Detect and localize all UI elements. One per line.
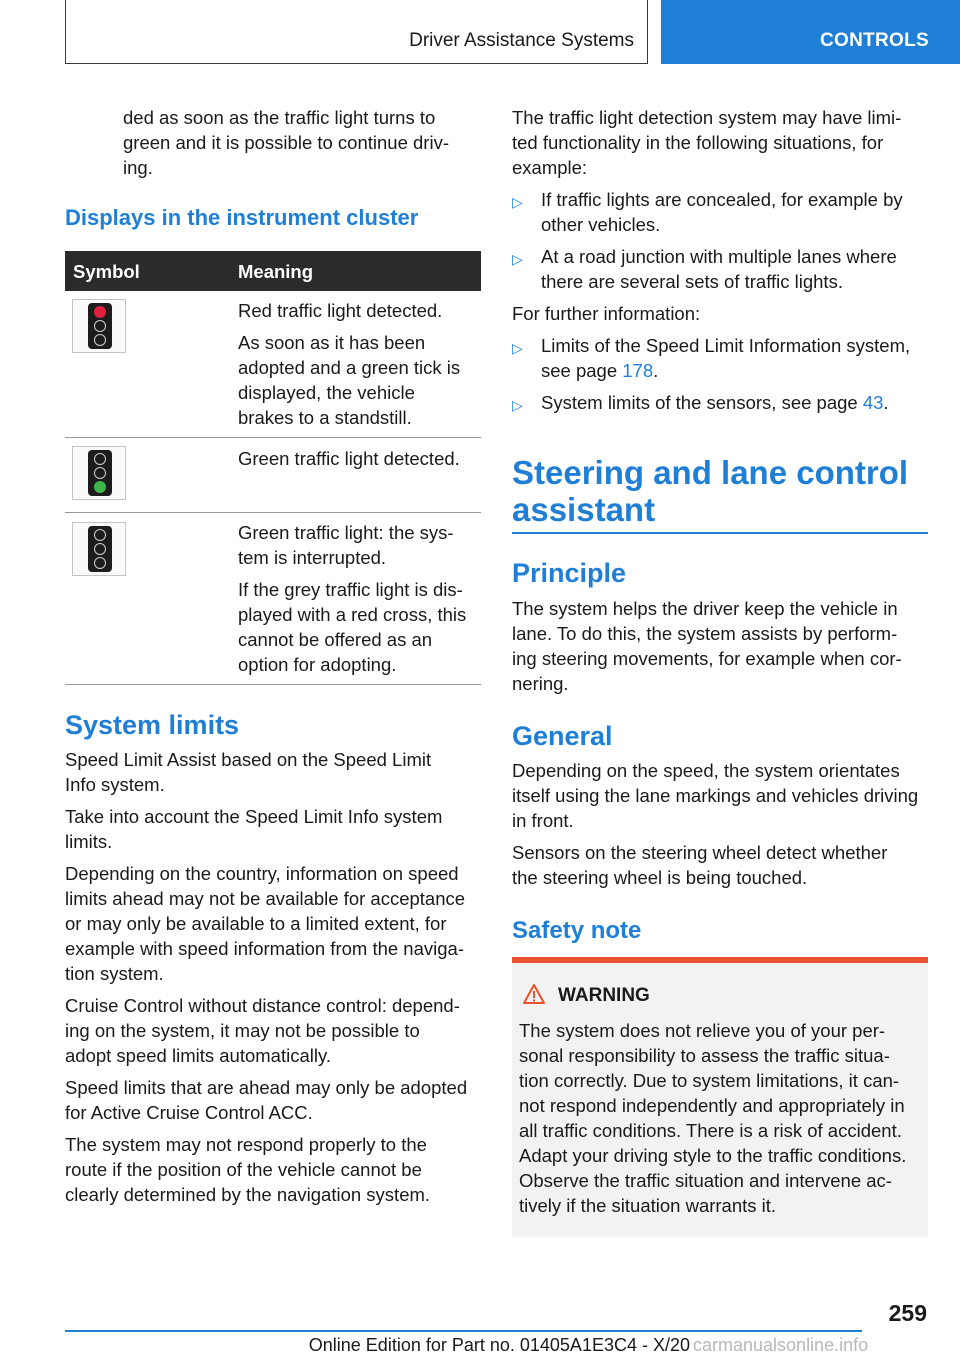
text-line: Speed limits that are ahead may only be adopted [65,1077,468,1098]
table-cell-text: Red traffic light detected. [238,300,443,321]
table-cell-text: Green traffic light: the sys- [238,522,454,543]
section-header-tab [65,0,648,64]
general-heading: General [512,721,613,751]
triangle-bullet-icon: ▷ [512,340,523,356]
text-line: sonal responsibility to assess the traffic situa- [519,1045,890,1066]
main-section-heading [512,454,932,528]
text-line: Depending on the country, information on speed [65,863,459,884]
text-line: Cruise Control without distance control: depend- [65,995,460,1016]
text-line: route if the position of the vehicle cannot be [65,1159,422,1180]
table-row-red [238,298,478,430]
table-cell-text: cannot be offered as an [238,629,433,650]
chapter-header-tab [661,0,960,64]
principle-heading: Principle [512,558,627,588]
section-title: Driver Assistance Systems [409,30,634,51]
text-line: clearly determined by the navigation system. [65,1184,431,1205]
text-line: ing steering movements, for example when cor- [512,648,902,669]
text-line: nering. [512,673,569,694]
text-line: The system may not respond properly to the [65,1134,427,1155]
table-cell-text: displayed, the vehicle [238,382,415,403]
text-line: itself using the lane markings and vehicles driving [512,785,919,806]
table-cell-text: played with a red cross, this [238,604,467,625]
text-line: lane. To do this, the system assists by perform- [512,623,898,644]
text-line: ing. [123,157,153,178]
warning-triangle-icon [522,983,546,1005]
list-item [512,187,932,247]
left-intro-paragraph [123,105,483,180]
text-line: ded as soon as the traffic light turns to [123,107,436,128]
safety-note-heading: Safety note [512,917,642,944]
text-line: not respond independently and appropriately in [519,1095,905,1116]
text-line: green and it is possible to continue driv- [123,132,449,153]
text-line: the steering wheel is being touched. [512,867,808,888]
traffic-light-green-icon [72,446,126,500]
list-item [512,244,932,304]
heading-rule [512,532,928,534]
text-line: Depending on the speed, the system orientates [512,760,900,781]
edition-text: Online Edition for Part no. 01405A1E3C4 - X/20 [308,1335,690,1355]
text-line: Speed Limit Assist based on the Speed Limit [65,749,432,770]
table-header-symbol: Symbol [73,261,140,282]
text-line: At a road junction with multiple lanes where [541,246,897,267]
text-line: or may only be available to a limited extent, for [65,913,447,934]
page-link-178[interactable]: 178 [622,360,654,381]
table-row-grey [238,520,478,677]
system-limits-heading: System limits [65,710,240,740]
punctuation: . [653,360,659,381]
right-intro-paragraph [512,105,932,180]
text-line: The system helps the driver keep the vehicle in [512,598,898,619]
table-cell-text: Green traffic light detected. [238,448,460,469]
principle-body [512,596,932,696]
text-line: The system does not relieve you of your per- [519,1020,886,1041]
text-line: tion correctly. Due to system limitations, it can- [519,1070,900,1091]
table-cell-text: option for adopting. [238,654,397,675]
text-line: Sensors on the steering wheel detect whether [512,842,888,863]
warning-bar [512,957,928,963]
text-line: tively if the situation warrants it. [519,1195,777,1216]
system-limits-body [65,747,485,1207]
text-line: there are several sets of traffic lights. [541,271,843,292]
text-line: ted functionality in the following situations, for [512,132,884,153]
warning-label: WARNING [558,985,650,1006]
table-cell-text: If the grey traffic light is dis- [238,579,463,600]
triangle-bullet-icon: ▷ [512,194,523,210]
text-line: ing on the system, it may not be possible to [65,1020,420,1041]
watermark: carmanualsonline.info [693,1335,869,1355]
text-line: If traffic lights are concealed, for example by [541,189,903,210]
further-info-label: For further information: [512,303,701,324]
page-link-43[interactable]: 43 [862,392,884,413]
table-cell-text: adopted and a green tick is [238,357,461,378]
text-line: all traffic conditions. There is a risk of accident. [519,1120,902,1141]
text-line: example: [512,157,588,178]
text-line: limits. [65,831,113,852]
table-cell-text: tem is interrupted. [238,547,387,568]
text-line: for Active Cruise Control ACC. [65,1102,313,1123]
text-line: System limits of the sensors, see page [541,392,863,413]
table-header-meaning: Meaning [238,261,314,282]
page-number: 259 [888,1300,927,1326]
table-row-divider [65,684,481,685]
list-item [512,390,932,420]
text-line: Info system. [65,774,165,795]
triangle-bullet-icon: ▷ [512,251,523,267]
text-line: Limits of the Speed Limit Information system, [541,335,911,356]
traffic-light-grey-icon [72,522,126,576]
warning-box [512,957,928,1237]
triangle-bullet-icon: ▷ [512,397,523,413]
text-line: in front. [512,810,574,831]
text-line: tion system. [65,963,164,984]
table-row-green [238,446,478,471]
table-header [65,251,481,291]
text-line: Adapt your driving style to the traffic conditions. [519,1145,907,1166]
punctuation: . [883,392,889,413]
warning-text [519,1018,929,1218]
text-line: other vehicles. [541,214,661,235]
heading-line: Steering and lane control [512,454,909,491]
list-item [512,333,932,388]
displays-heading: Displays in the instrument cluster [65,205,419,230]
text-line: limits ahead may not be available for acceptance [65,888,466,909]
table-cell-text: brakes to a standstill. [238,407,412,428]
footer-rule [65,1330,862,1332]
text-line: see page [541,360,623,381]
heading-line: assistant [512,491,656,528]
table-cell-text: As soon as it has been [238,332,426,353]
table-row-divider [65,512,481,513]
table-row-divider [65,437,481,438]
text-line: example with speed information from the naviga- [65,938,464,959]
chapter-title: CONTROLS [819,30,929,51]
text-line: Take into account the Speed Limit Info system [65,806,443,827]
general-body [512,758,937,890]
text-line: adopt speed limits automatically. [65,1045,331,1066]
traffic-light-red-icon [72,299,126,353]
text-line: The traffic light detection system may have limi- [512,107,902,128]
text-line: Observe the traffic situation and intervene ac- [519,1170,892,1191]
